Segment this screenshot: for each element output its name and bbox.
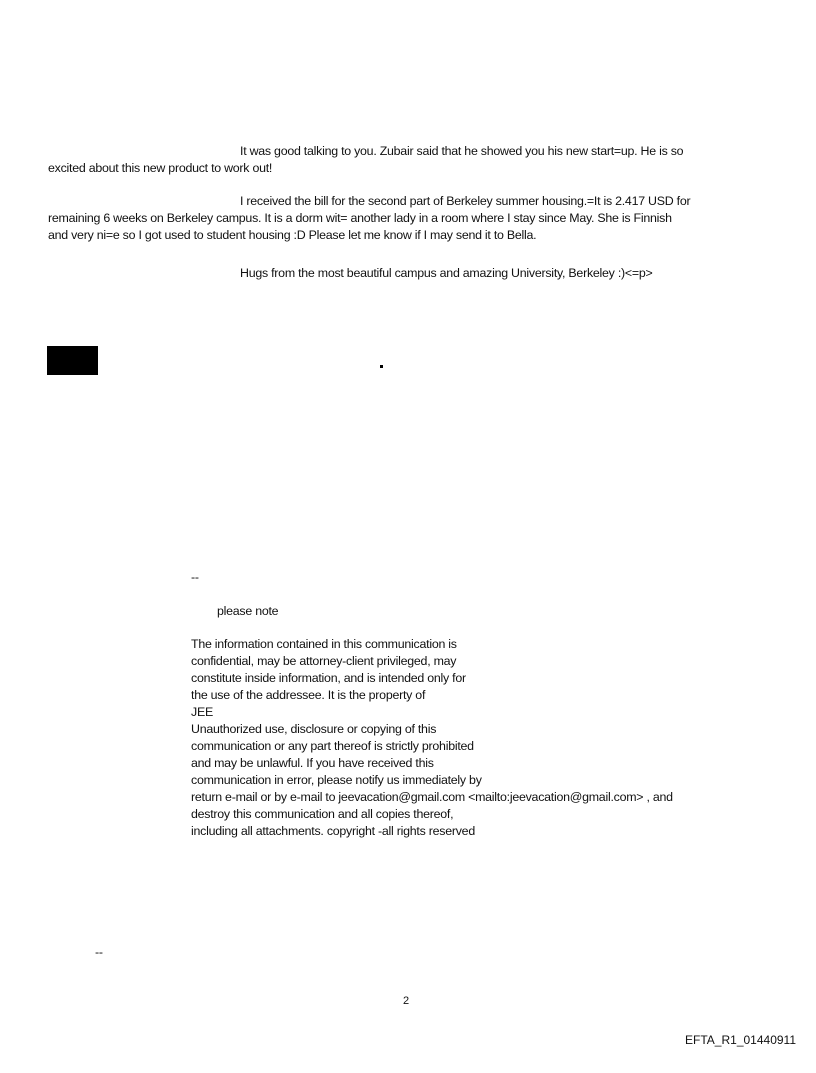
disclaimer-line: the use of the addressee. It is the property of (191, 688, 426, 702)
closing-line: Hugs from the most beautiful campus and amazing University, Berkeley :)<=p> (240, 266, 653, 280)
signature-separator: -- (191, 570, 199, 584)
redaction-box (47, 346, 98, 375)
disclaimer-line: including all attachments. copyright -all rights reserved (191, 824, 475, 838)
body-text-line: excited about this new product to work out! (48, 161, 273, 175)
trailing-separator: -- (95, 945, 103, 959)
disclaimer-line: JEE (191, 705, 213, 719)
body-text-line: I received the bill for the second part of Berkeley summer housing.=It is 2.417 USD for (240, 194, 691, 208)
disclaimer-line: and may be unlawful. If you have received this (191, 756, 434, 770)
disclaimer-line: Unauthorized use, disclosure or copying of this (191, 722, 437, 736)
body-text-line: remaining 6 weeks on Berkeley campus. It is a dorm wit= another lady in a room where I stay since May. She is Finnish (48, 211, 672, 225)
disclaimer-line: communication or any part thereof is strictly prohibited (191, 739, 474, 753)
disclaimer-line: confidential, may be attorney-client privileged, may (191, 654, 457, 668)
disclaimer-line: The information contained in this communication is (191, 637, 457, 651)
disclaimer-line: return e-mail or by e-mail to jeevacation@gmail.com <mailto:jeevacation@gmail.com> , and (191, 790, 673, 804)
document-id: EFTA_R1_01440911 (685, 1033, 796, 1047)
disclaimer-line: destroy this communication and all copies thereof, (191, 807, 454, 821)
stray-mark (380, 365, 383, 368)
disclaimer-line: communication in error, please notify us immediately by (191, 773, 482, 787)
body-text-line: and very ni=e so I got used to student housing :D Please let me know if I may send it to Bella. (48, 228, 537, 242)
body-text-line: It was good talking to you. Zubair said that he showed you his new start=up. He is so (240, 144, 684, 158)
disclaimer-line: constitute inside information, and is intended only for (191, 671, 466, 685)
please-note: please note (217, 604, 279, 618)
page-number: 2 (403, 995, 409, 1007)
